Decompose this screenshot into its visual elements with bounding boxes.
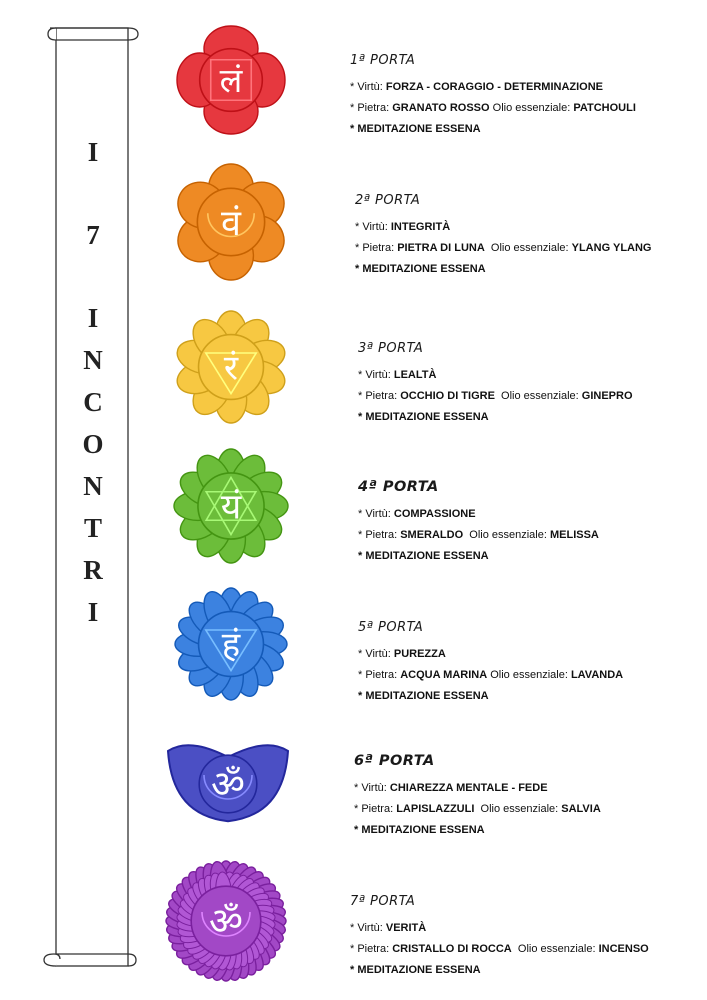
title-letter: N [83, 471, 103, 501]
porta-title: 6ª PORTA [354, 753, 435, 769]
meditazione-line: * MEDITAZIONE ESSENA [358, 690, 489, 702]
chakra-symbol-4 [169, 444, 293, 568]
pietra-line: * Pietra: OCCHIO DI TIGRE Olio essenziale: GINEPRO [358, 390, 633, 402]
entry-7 [350, 894, 649, 981]
meditazione-line: * MEDITAZIONE ESSENA [355, 263, 486, 275]
title-letter: T [83, 513, 102, 543]
title-letter: O [82, 429, 104, 459]
chakra-glyph: रं [223, 348, 239, 389]
virtu-line: * Virtù: PUREZZA [358, 648, 446, 660]
pietra-line: * Pietra: GRANATO ROSSO Olio essenziale: PATCHOULI [350, 102, 636, 114]
chakra-glyph: लं [219, 60, 243, 100]
title-letter: R [83, 555, 103, 585]
pietra-line: * Pietra: SMERALDO Olio essenziale: MELISSA [358, 529, 599, 541]
chakra-symbol-7 [161, 856, 291, 986]
title-letter: I [87, 303, 99, 333]
entry-5 [358, 620, 623, 707]
entry-3 [358, 341, 633, 428]
meditazione-line: * MEDITAZIONE ESSENA [358, 411, 489, 423]
title-letter: I [87, 137, 99, 167]
porta-title: 7ª PORTA [350, 894, 416, 909]
chakra-glyph: यं [220, 486, 242, 528]
virtu-line: * Virtù: CHIAREZZA MENTALE - FEDE [354, 782, 548, 794]
chakra-glyph: ॐ [209, 899, 243, 944]
title-letter: I [87, 597, 99, 627]
pietra-line: * Pietra: CRISTALLO DI ROCCA Olio essenziale: INCENSO [350, 943, 649, 955]
entry-4 [358, 479, 599, 567]
chakra-symbol-1 [172, 21, 290, 139]
chakra-glyph: हं [221, 625, 241, 666]
meditazione-line: * MEDITAZIONE ESSENA [354, 824, 485, 836]
entry-1 [350, 53, 636, 140]
porta-title: 3ª PORTA [358, 341, 424, 356]
entry-6 [354, 753, 601, 841]
chakra-symbol-3 [170, 306, 292, 428]
meditazione-line: * MEDITAZIONE ESSENA [358, 550, 489, 562]
title-letter: 7 [86, 220, 100, 250]
pietra-line: * Pietra: LAPISLAZZULI Olio essenziale: SALVIA [354, 803, 601, 815]
porta-title: 5ª PORTA [358, 620, 424, 635]
chakra-symbol-6 [163, 719, 293, 849]
porta-title: 4ª PORTA [358, 479, 439, 495]
virtu-line: * Virtù: VERITÀ [350, 922, 427, 934]
pietra-line: * Pietra: ACQUA MARINA Olio essenziale: LAVANDA [358, 669, 624, 681]
chakra-symbol-5 [170, 583, 292, 705]
chakra-glyph: वं [221, 202, 241, 244]
pietra-line: * Pietra: PIETRA DI LUNA Olio essenziale: YLANG YLANG [355, 242, 652, 254]
virtu-line: * Virtù: FORZA - CORAGGIO - DETERMINAZIONE [350, 81, 604, 93]
title-letter: N [83, 345, 103, 375]
virtu-line: * Virtù: COMPASSIONE [358, 508, 476, 520]
porta-title: 2ª PORTA [355, 193, 421, 208]
meditazione-line: * MEDITAZIONE ESSENA [350, 123, 481, 135]
entry-2 [355, 193, 651, 280]
virtu-line: * Virtù: LEALTÀ [358, 369, 437, 381]
meditazione-line: * MEDITAZIONE ESSENA [350, 964, 481, 976]
porta-title: 1ª PORTA [350, 53, 416, 68]
chakra-glyph: ॐ [211, 762, 245, 807]
title-letter: C [83, 387, 103, 417]
virtu-line: * Virtù: INTEGRITÀ [355, 221, 451, 233]
chakra-symbol-2 [168, 159, 294, 285]
